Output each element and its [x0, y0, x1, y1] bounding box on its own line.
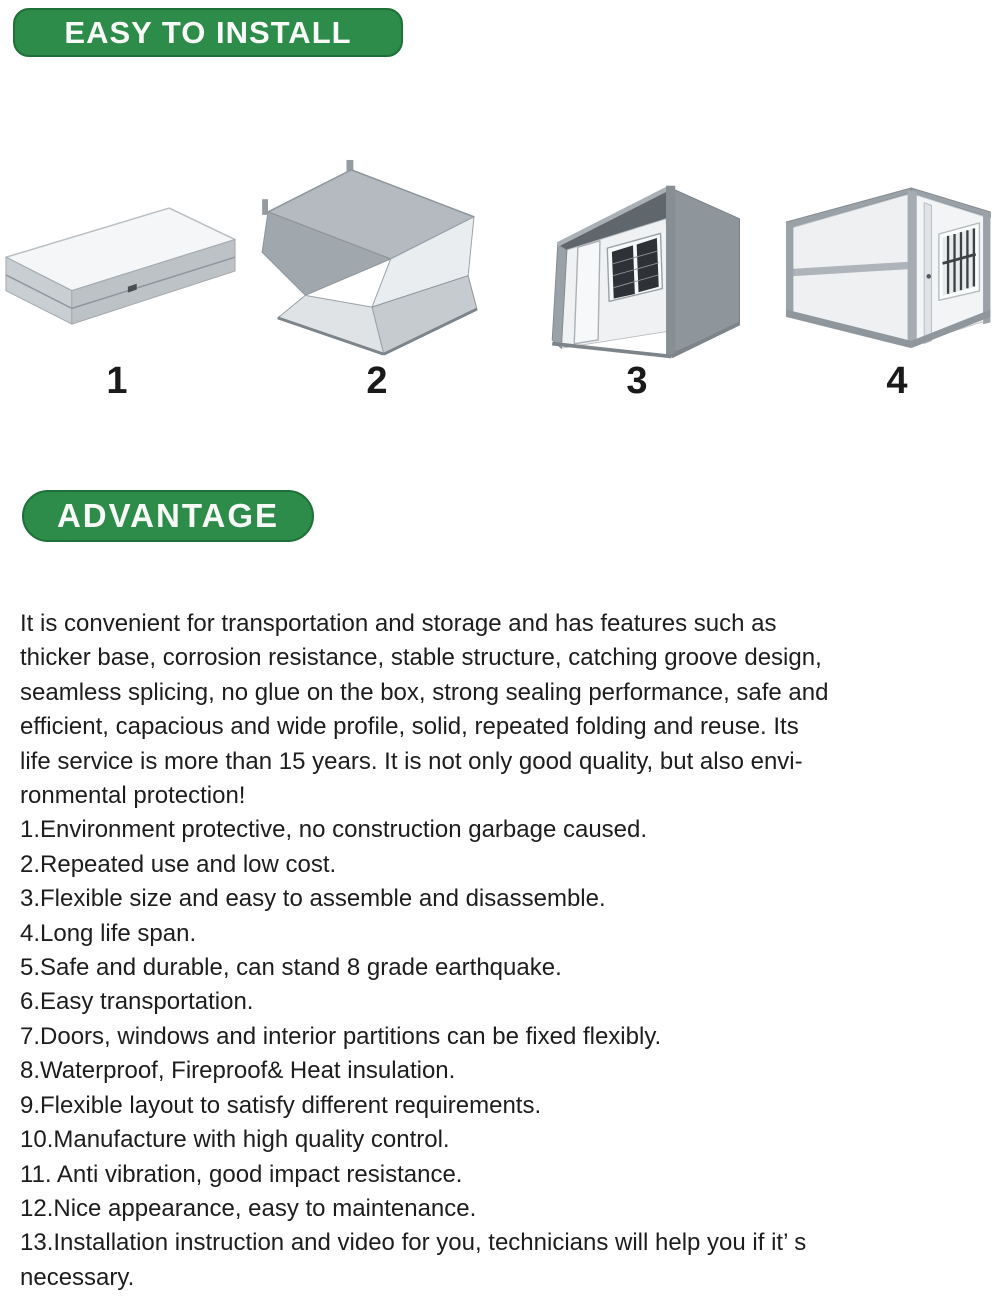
step-1-image [2, 192, 238, 350]
advantage-item: 9.Flexible layout to satisfy different requirements. [20, 1091, 542, 1119]
step-2-image [248, 158, 494, 364]
step-4-number: 4 [886, 360, 908, 402]
easy-to-install-label: EASY TO INSTALL [64, 14, 352, 50]
folded-flat-container-illustration [2, 192, 238, 350]
advantage-item: 6.Easy transportation. [20, 988, 254, 1016]
advantage-item: 3.Flexible size and easy to assemble and disassemble. [20, 885, 606, 913]
advantage-list [20, 813, 900, 1295]
step-2-number: 2 [366, 360, 388, 402]
advantage-item: 4.Long life span. [20, 919, 197, 947]
advantage-item: 8.Waterproof, Fireproof& Heat insulation. [20, 1057, 456, 1085]
advantage-item: 13.Installation instruction and video for you, technicians will help you if it’ s necessary. [20, 1229, 807, 1291]
advantage-item: 5.Safe and durable, can stand 8 grade earthquake. [20, 954, 562, 982]
advantage-intro-paragraph [20, 607, 900, 813]
paragraph-line: thicker base, corrosion resistance, stable structure, catching groove design, [20, 644, 822, 672]
assembled-container-illustration [774, 164, 996, 362]
install-steps [0, 0, 997, 430]
step-3-number: 3 [626, 360, 648, 402]
step-4-image [774, 164, 996, 362]
advantage-section [20, 607, 900, 1295]
paragraph-line: ronmental protection! [20, 782, 246, 810]
paragraph-line: efficient, capacious and wide profile, solid, repeated folding and reuse. Its [20, 713, 799, 741]
advantage-item: 10.Manufacture with high quality control. [20, 1126, 450, 1154]
paragraph-line: seamless splicing, no glue on the box, strong sealing performance, safe and [20, 678, 829, 706]
step-1-number: 1 [106, 360, 128, 402]
advantage-item: 1.Environment protective, no construction garbage caused. [20, 816, 648, 844]
advantage-label: ADVANTAGE [56, 497, 280, 534]
advantage-item: 2.Repeated use and low cost. [20, 850, 337, 878]
step-3-image [514, 160, 752, 362]
advantage-item: 11. Anti vibration, good impact resistance. [20, 1160, 463, 1188]
advantage-banner [22, 490, 314, 542]
paragraph-line: life service is more than 15 years. It is not only good quality, but also envi- [20, 747, 803, 775]
advantage-item: 7.Doors, windows and interior partitions can be fixed flexibly. [20, 1022, 662, 1050]
advantage-item: 12.Nice appearance, easy to maintenance. [20, 1194, 477, 1222]
half-unfolded-container-illustration [248, 158, 494, 364]
paragraph-line: It is convenient for transportation and storage and has features such as [20, 610, 777, 637]
walls-raising-container-illustration [514, 160, 752, 362]
